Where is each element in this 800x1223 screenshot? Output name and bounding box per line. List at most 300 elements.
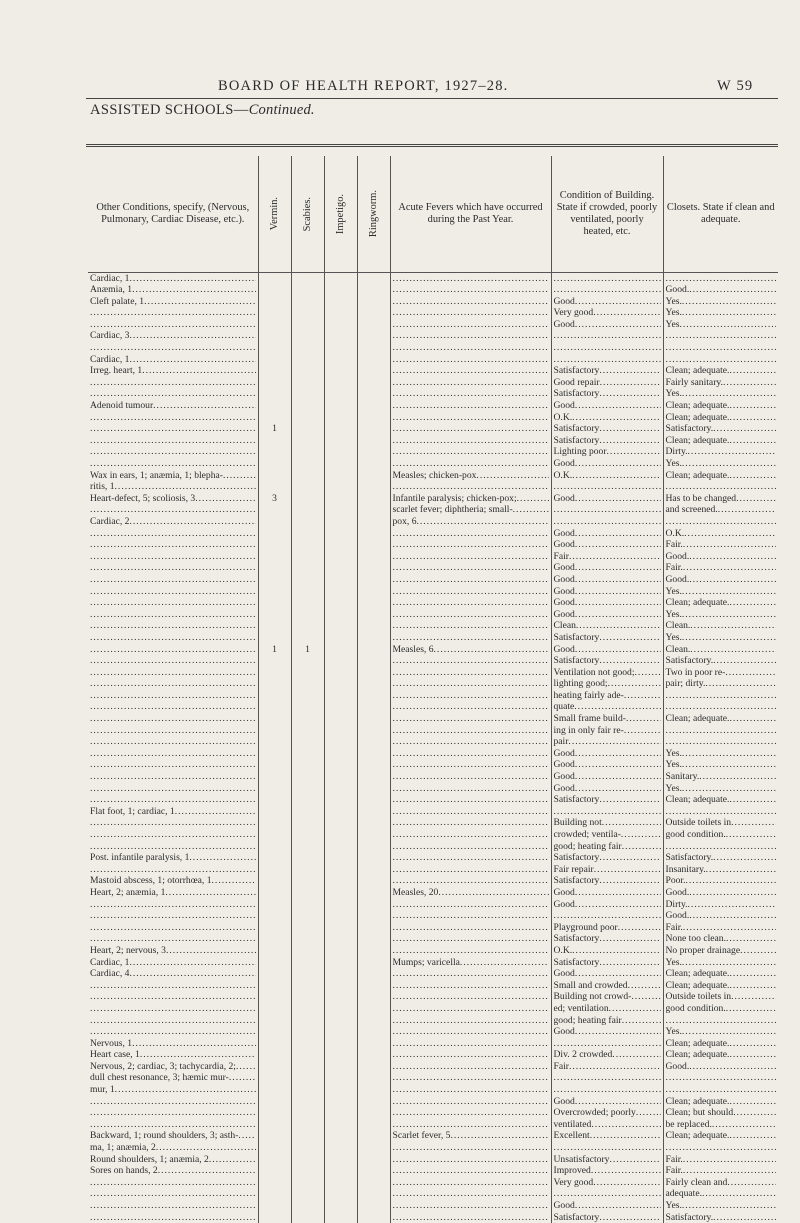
cell-leader [393,435,549,447]
cell-leader [393,284,549,296]
cell-vermin [258,597,291,609]
dot-leader [718,504,776,516]
dot-leader [689,910,776,922]
dot-leader [90,574,256,586]
cell-leader [666,435,777,447]
dot-leader [635,667,661,679]
cell-leader [554,748,661,760]
cell-condition [551,829,663,841]
dot-leader [393,1212,549,1223]
table-row [88,377,778,389]
dot-leader [599,933,660,945]
cell-ringworm [357,1061,390,1073]
dot-leader [393,551,549,563]
table-row [88,620,778,632]
dot-leader [460,957,549,969]
cell-condition [551,400,663,412]
dot-leader [236,1061,256,1073]
cell-text: Insanitary. [665,863,706,875]
dot-leader [575,748,661,760]
cell-leader [393,586,549,598]
dot-leader [90,980,256,992]
cell-leader [554,586,661,598]
dot-leader [393,620,549,632]
cell-leader [393,748,549,760]
cell-leader [554,388,661,400]
cell-text: scarlet fever; diphtheria; small- [392,504,513,516]
cell-fevers [390,852,551,864]
cell-leader [90,899,256,911]
cell-other [88,400,258,412]
cell-impetigo [324,272,357,284]
dot-leader [729,597,776,609]
cell-impetigo [324,400,357,412]
cell-scabies [291,551,324,563]
table-row [88,1015,778,1027]
col-impetigo [324,156,357,272]
cell-ringworm [357,1119,390,1131]
cell-leader [393,759,549,771]
dot-leader [725,667,776,679]
dot-leader [90,1177,256,1189]
dot-leader [90,991,256,1003]
dot-leader [90,504,256,516]
cell-scabies [291,539,324,551]
section-title-main: ASSISTED SCHOOLS— [90,102,249,118]
cell-leader [393,957,549,969]
cell-vermin [258,330,291,342]
cell-vermin [258,794,291,806]
cell-leader [554,887,661,899]
cell-leader [90,991,256,1003]
cell-impetigo [324,493,357,505]
dot-leader [575,562,661,574]
cell-vermin [258,852,291,864]
cell-vermin [258,528,291,540]
cell-text: Satisfactory [553,388,600,400]
dot-leader [575,493,661,505]
cell-text: Ventilation not good; [553,666,635,678]
cell-fevers [390,481,551,493]
dot-leader [90,922,256,934]
cell-vermin [258,1188,291,1200]
cell-leader [554,1165,661,1177]
dot-leader [600,377,661,389]
cell-closets [663,771,778,783]
cell-fevers [390,1026,551,1038]
cell-ringworm [357,1084,390,1096]
cell-leader [90,667,256,679]
cell-scabies [291,1003,324,1015]
dot-leader [90,1015,256,1027]
cell-scabies [291,968,324,980]
cell-scabies [291,655,324,667]
cell-other [88,794,258,806]
dot-leader [612,1049,660,1061]
cell-ringworm [357,435,390,447]
cell-leader [554,516,661,528]
dot-leader [682,458,776,470]
cell-fevers [390,910,551,922]
cell-fevers [390,412,551,424]
dot-leader [572,470,660,482]
table-row [88,899,778,911]
cell-leader [393,725,549,737]
cell-leader [393,620,549,632]
cell-leader [554,945,661,957]
cell-impetigo [324,771,357,783]
cell-other [88,354,258,366]
cell-leader [90,470,256,482]
cell-leader [90,1072,256,1084]
cell-other [88,1061,258,1073]
cell-ringworm [357,945,390,957]
cell-text: ed; ventilation [553,1002,609,1014]
cell-leader [554,829,661,841]
col-closets: Closets. State if clean and adequate. [663,156,778,272]
dot-leader [575,1096,661,1108]
cell-other [88,1142,258,1154]
cell-vermin [258,817,291,829]
cell-impetigo [324,586,357,598]
cell-text: Good [553,898,575,910]
dot-leader [575,887,661,899]
cell-text: Clean; adequate. [665,1130,730,1142]
cell-fevers [390,284,551,296]
cell-leader [554,794,661,806]
cell-scabies [291,330,324,342]
cell-closets [663,701,778,713]
cell-closets [663,388,778,400]
cell-scabies [291,933,324,945]
cell-leader [554,1038,661,1050]
cell-vermin [258,667,291,679]
cell-ringworm [357,423,390,435]
cell-condition [551,377,663,389]
cell-leader [393,713,549,725]
cell-text: Good [553,400,575,412]
cell-other [88,1188,258,1200]
cell-leader [666,841,777,853]
cell-leader [393,910,549,922]
cell-condition [551,597,663,609]
cell-scabies [291,377,324,389]
table-row [88,980,778,992]
dot-leader [90,1119,256,1131]
cell-condition [551,875,663,887]
cell-impetigo [324,864,357,876]
cell-scabies [291,354,324,366]
schools-table [88,156,778,1223]
cell-text: Irreg. heart, 1 [90,365,143,377]
cell-text: Measles; chicken-pox [392,469,477,481]
cell-text: Good. [665,573,690,585]
cell-condition [551,516,663,528]
table-row [88,829,778,841]
dot-leader [688,899,776,911]
cell-leader [393,1130,549,1142]
cell-fevers [390,783,551,795]
cell-closets [663,899,778,911]
cell-leader [393,307,549,319]
table-row [88,516,778,528]
cell-other [88,493,258,505]
cell-other [88,736,258,748]
cell-leader [666,736,777,748]
cell-closets [663,736,778,748]
cell-fevers [390,516,551,528]
dot-leader [393,771,549,783]
cell-scabies [291,446,324,458]
table-row [88,1165,778,1177]
cell-leader [90,701,256,713]
dot-leader [165,887,255,899]
cell-leader [90,806,256,818]
cell-ringworm [357,980,390,992]
table-row [88,1130,778,1142]
table-row [88,748,778,760]
cell-leader [90,1142,256,1154]
cell-leader [90,458,256,470]
cell-leader [393,330,549,342]
cell-other [88,1200,258,1212]
cell-impetigo [324,435,357,447]
cell-vermin [258,736,291,748]
cell-other [88,296,258,308]
cell-leader [666,319,777,331]
cell-leader [554,841,661,853]
cell-leader [554,1130,661,1142]
table-row [88,354,778,366]
cell-scabies [291,1072,324,1084]
table-row [88,574,778,586]
cell-leader [393,1003,549,1015]
cell-text: Good [553,318,575,330]
cell-fevers [390,736,551,748]
cell-leader [554,957,661,969]
cell-leader [666,458,777,470]
cell-condition [551,899,663,911]
cell-vermin [258,319,291,331]
table-row [88,597,778,609]
dot-leader [115,1084,256,1096]
cell-text: pair; dirty. [665,678,706,690]
cell-vermin [258,296,291,308]
cell-leader [666,922,777,934]
cell-ringworm [357,875,390,887]
dot-leader [393,481,549,493]
col-scabies [291,156,324,272]
table-row [88,864,778,876]
cell-leader [554,771,661,783]
cell-condition [551,783,663,795]
cell-leader [666,713,777,725]
cell-leader [554,991,661,1003]
cell-leader [666,864,777,876]
cell-text: Satisfactory [553,875,600,887]
cell-text: Satisfactory [553,794,600,806]
cell-scabies [291,1142,324,1154]
cell-vermin [258,446,291,458]
cell-fevers [390,771,551,783]
cell-impetigo [324,991,357,1003]
cell-leader [393,504,549,516]
cell-leader [90,516,256,528]
cell-vermin [258,1154,291,1166]
cell-condition [551,1049,663,1061]
cell-leader [393,899,549,911]
cell-other [88,725,258,737]
cell-scabies [291,690,324,702]
cell-ringworm [357,296,390,308]
cell-condition [551,771,663,783]
cell-leader [666,980,777,992]
cell-condition [551,632,663,644]
dot-leader [90,678,256,690]
cell-impetigo [324,852,357,864]
cell-closets [663,481,778,493]
cell-scabies [291,910,324,922]
cell-text: Small frame build- [553,713,626,725]
dot-leader [90,620,256,632]
cell-leader [666,470,777,482]
cell-leader [666,1096,777,1108]
col-ringworm-label: Ringworm. [367,190,379,238]
cell-vermin [258,991,291,1003]
dot-leader [158,1165,256,1177]
dot-leader [729,794,776,806]
cell-fevers [390,1212,551,1223]
cell-vermin [258,1200,291,1212]
cell-fevers [390,644,551,656]
table-row [88,991,778,1003]
cell-ringworm [357,1107,390,1119]
cell-leader [393,423,549,435]
dot-leader [575,609,661,621]
dot-leader [90,1003,256,1015]
cell-impetigo [324,1188,357,1200]
cell-closets [663,655,778,667]
dot-leader [90,748,256,760]
cell-leader [90,597,256,609]
table-row [88,1072,778,1084]
cell-closets [663,1084,778,1096]
dot-leader [238,1130,255,1142]
table-row [88,759,778,771]
dot-leader [393,852,549,864]
cell-text: Yes. [665,458,682,469]
cell-leader [90,922,256,934]
cell-text: Satisfactory. [665,1211,714,1223]
cell-ringworm [357,713,390,725]
cell-other [88,644,258,656]
cell-closets [663,1188,778,1200]
cell-vermin [258,1049,291,1061]
dot-leader [90,1107,256,1119]
cell-fevers [390,1084,551,1096]
cell-fevers [390,504,551,516]
cell-text: Fair. [665,562,683,574]
cell-impetigo [324,365,357,377]
cell-ringworm [357,412,390,424]
cell-leader [666,284,777,296]
cell-text: Clean; adequate. [665,411,730,423]
dot-leader [393,400,549,412]
cell-text: Clean; adequate. [665,434,730,446]
cell-closets [663,435,778,447]
cell-scabies [291,957,324,969]
cell-leader [90,481,256,493]
dot-leader [393,423,549,435]
cell-impetigo [324,574,357,586]
dot-leader [393,1142,549,1154]
cell-text: Nervous, 1 [90,1037,133,1049]
table-row [88,539,778,551]
table-row [88,388,778,400]
cell-leader [666,933,777,945]
cell-leader [554,667,661,679]
dot-leader [393,1026,549,1038]
cell-fevers [390,945,551,957]
cell-scabies [291,400,324,412]
cell-text: adequate. [665,1188,702,1200]
cell-leader [554,922,661,934]
cell-ringworm [357,446,390,458]
cell-scabies [291,991,324,1003]
cell-other [88,910,258,922]
cell-text: Good [553,1095,575,1107]
table-row [88,806,778,818]
cell-leader [666,504,777,516]
cell-text: Yes [665,318,680,330]
cell-condition [551,423,663,435]
dot-leader [393,1177,549,1189]
cell-closets [663,1177,778,1189]
cell-scabies [291,980,324,992]
cell-vermin [258,806,291,818]
cell-ringworm [357,736,390,748]
cell-closets [663,945,778,957]
dot-leader [575,400,661,412]
cell-leader [554,493,661,505]
cell-text: Dirty. [665,446,688,458]
cell-leader [666,632,777,644]
cell-leader [666,817,777,829]
cell-leader [554,377,661,389]
cell-text: Clean; adequate. [665,979,730,991]
dot-leader [189,852,255,864]
cell-leader [393,1015,549,1027]
cell-leader [554,1107,661,1119]
dot-leader [393,1165,549,1177]
dot-leader [713,852,776,864]
cell-ringworm [357,1154,390,1166]
cell-leader [393,991,549,1003]
dot-leader [713,655,776,667]
cell-closets [663,1003,778,1015]
cell-fevers [390,875,551,887]
cell-leader [554,899,661,911]
cell-text: mur, 1 [90,1084,115,1096]
cell-leader [554,864,661,876]
cell-fevers [390,1049,551,1061]
cell-leader [554,435,661,447]
cell-leader [554,701,661,713]
cell-text: crowded; ventila- [553,829,621,840]
cell-leader [393,887,549,899]
cell-scabies [291,1130,324,1142]
cell-text: Yes. [665,747,682,759]
